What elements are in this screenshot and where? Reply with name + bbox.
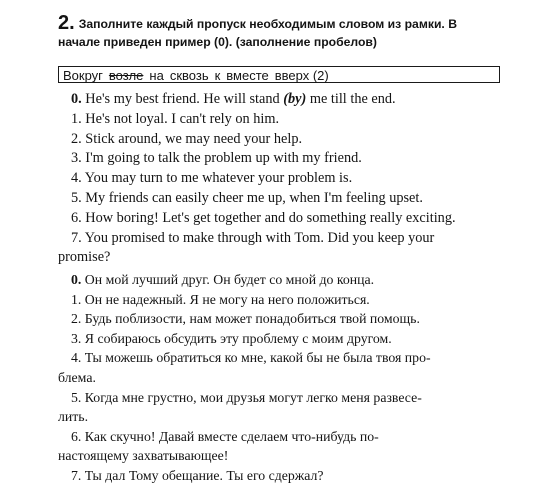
sentence-text: I'm going to talk the problem up with my friend. — [81, 150, 362, 167]
word-box-word: вверх (2) — [274, 68, 329, 83]
word-box-word: на — [149, 68, 164, 83]
russian-translation — [58, 309, 504, 329]
russian-line-6: 6. Как скучно! Давай вместе сделаем что-нибудь по- — [71, 428, 379, 444]
russian-line-5-continuation: лить. — [58, 409, 89, 425]
english-sentence — [58, 130, 504, 150]
english-sentence — [58, 189, 504, 209]
exercise-page — [58, 12, 504, 483]
word-box-word: к — [214, 68, 221, 83]
english-line-7-continuation: promise? — [58, 249, 111, 266]
sentence-number: 6. — [71, 209, 82, 226]
task-header — [58, 14, 504, 51]
example-answer: (by) — [283, 91, 307, 107]
sentence-text-end: me till the end. — [306, 91, 396, 107]
instruction-line-1: 2. Заполните каждый пропуск необходимым словом из рамки. В — [58, 12, 458, 34]
sentence-number: 3. — [71, 150, 82, 167]
translation-number: 4. — [71, 350, 82, 366]
sentence-number: 4. — [71, 170, 82, 187]
russian-line-4-continuation: блема. — [58, 369, 96, 385]
word-box-word: Вокруг — [63, 68, 103, 83]
sentence-text: You promised to make through with Tom. Did you keep your — [81, 229, 435, 246]
russian-line-7: 7. Ты дал Тому обещание. Ты его сдержал? — [71, 467, 324, 483]
translation-text: Будь поблизости, нам может понадобиться твой помощь. — [81, 311, 420, 327]
translation-text: Он мой лучший друг. Он будет со мной до конца. — [81, 272, 375, 287]
task-number: 2. — [58, 12, 75, 34]
russian-translation — [58, 348, 504, 368]
english-sentence — [58, 229, 504, 249]
instruction-line-2: начале приведен пример (0). (заполнение пробелов) — [58, 35, 377, 49]
sentence-text: He's not loyal. I can't rely on him. — [81, 110, 280, 127]
russian-line-6-continuation: настоящему захватывающее! — [58, 448, 229, 464]
sentence-number: 5. — [71, 189, 82, 206]
russian-translations — [58, 270, 504, 486]
russian-translation — [58, 270, 504, 290]
sentence-text: How boring! Let's get together and do something really exciting. — [81, 209, 456, 226]
sentence-text: My friends can easily cheer me up, when I'm feeling upset. — [81, 189, 423, 206]
translation-number: 0. — [71, 272, 82, 287]
word-box-word: вместе — [226, 68, 269, 83]
sentence-number: 1. — [71, 110, 82, 127]
word-box-word: возле — [108, 68, 144, 83]
sentence-text: You may turn to me whatever your problem is. — [81, 170, 353, 187]
sentence-number: 7. — [71, 229, 82, 246]
word-box-word: сквозь — [169, 68, 209, 83]
sentence-number: 0. — [71, 91, 82, 107]
word-box — [58, 66, 500, 83]
english-sentences — [58, 90, 504, 268]
russian-translation — [58, 290, 504, 310]
russian-line-5: 5. Когда мне грустно, мои друзья могут легко меня развесе- — [71, 389, 422, 405]
sentence-text: Stick around, we may need your help. — [81, 130, 303, 147]
translation-number: 2. — [71, 311, 82, 327]
russian-translation — [58, 329, 504, 349]
english-sentence — [58, 169, 504, 189]
english-sentence — [58, 90, 504, 110]
sentence-number: 2. — [71, 130, 82, 147]
translation-text: Он не надежный. Я не могу на него положиться. — [81, 291, 370, 307]
english-sentence — [58, 110, 504, 130]
english-sentence — [58, 209, 504, 229]
translation-number: 1. — [71, 291, 82, 307]
sentence-text: He's my best friend. He will stand — [81, 91, 284, 107]
translation-number: 3. — [71, 330, 82, 346]
translation-text: Я собираюсь обсудить эту проблему с моим другом. — [81, 330, 392, 346]
english-sentence — [58, 149, 504, 169]
translation-text: Ты можешь обратиться ко мне, какой бы не была твоя про- — [81, 350, 431, 366]
